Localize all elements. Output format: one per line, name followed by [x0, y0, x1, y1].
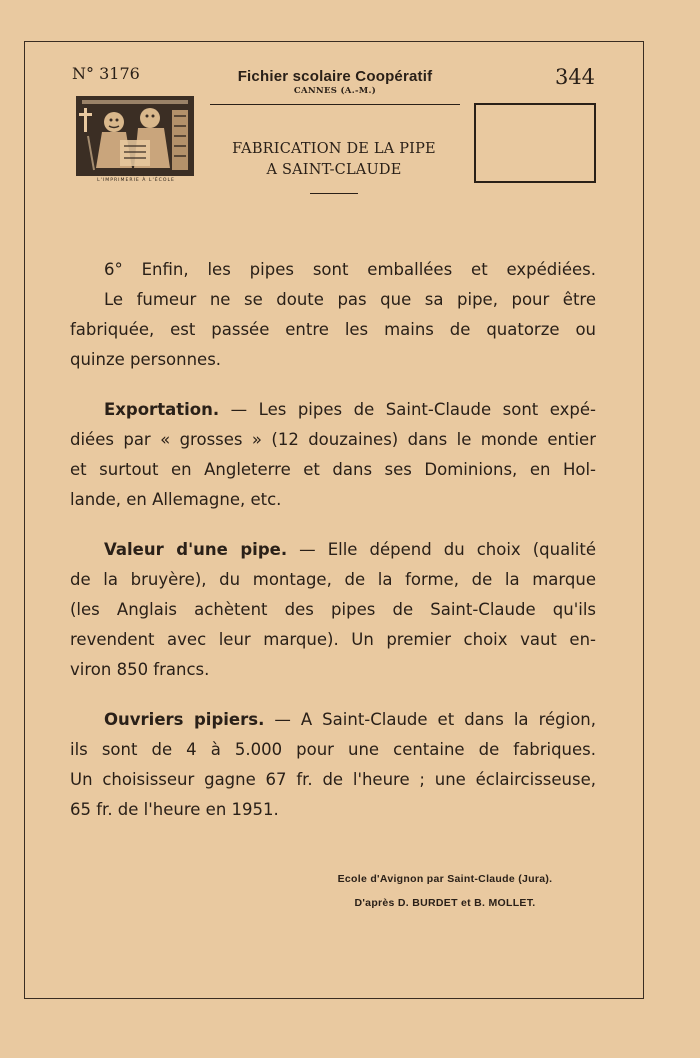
text-line: (les Anglais achètent des pipes de Saint-Claude qu'ils: [70, 600, 596, 619]
page-number: 344: [554, 65, 596, 89]
text-line: 65 fr. de l'heure en 1951.: [70, 800, 279, 819]
title-line-2: A SAINT-CLAUDE: [266, 162, 402, 178]
text-line: viron 850 francs.: [70, 660, 210, 679]
text-line: ils sont de 4 à 5.000 pour une centaine de fabriques.: [70, 740, 596, 759]
text-line: fabriquée, est passée entre les mains de quatorze ou: [70, 320, 596, 339]
section-heading: Valeur d'une pipe.: [104, 540, 288, 559]
paragraph-conclusion: [70, 255, 596, 375]
section-heading: Ouvriers pipiers.: [104, 710, 265, 729]
title-line-1: FABRICATION DE LA PIPE: [232, 141, 436, 157]
text-line: Un choisisseur gagne 67 fr. de l'heure ; une éclaircisseuse,: [70, 770, 596, 789]
text-line: Le fumeur ne se doute pas que sa pipe, pour être: [104, 290, 596, 309]
text-line: de la bruyère), du montage, de la forme, de la marque: [70, 570, 596, 589]
card-number: N° 3176: [72, 64, 140, 83]
card-title: [200, 139, 468, 181]
header-rule: [210, 104, 460, 105]
title-rule: [310, 193, 358, 194]
text-line: lande, en Allemagne, etc.: [70, 490, 282, 509]
paragraph-ouvriers: [70, 705, 596, 825]
paragraph-exportation: [70, 395, 596, 515]
section-heading: Exportation.: [104, 400, 220, 419]
woodcut-illustration: [76, 96, 194, 176]
text-line: Ouvriers pipiers. — A Saint-Claude et dans la région,: [104, 710, 596, 729]
signature-authors: D'après D. BURDET et B. MOLLET.: [354, 897, 536, 909]
text-line: Valeur d'une pipe. — Elle dépend du choix (qualité: [104, 540, 596, 559]
paragraph-valeur: [70, 535, 596, 685]
text-line: 6° Enfin, les pipes sont emballées et expédiées.: [104, 260, 596, 279]
text-line: quinze personnes.: [70, 350, 222, 369]
signature-school: Ecole d'Avignon par Saint-Claude (Jura).: [337, 873, 553, 885]
series-city: CANNES (A.-M.): [293, 86, 377, 96]
text-line: diées par « grosses » (12 douzaines) dans le monde entier: [70, 430, 596, 449]
text-line: et surtout en Angleterre et dans ses Dominions, en Hol-: [70, 460, 596, 479]
text-line: revendent avec leur marque). Un premier choix vaut en-: [70, 630, 596, 649]
series-title: Fichier scolaire Coopératif: [237, 68, 433, 85]
body-text: [70, 255, 596, 825]
woodcut-caption: L'IMPRIMERIE À L'ÉCOLE: [97, 178, 175, 183]
stamp-box: [474, 103, 596, 183]
text-line: Exportation. — Les pipes de Saint-Claude sont expé-: [104, 400, 596, 419]
